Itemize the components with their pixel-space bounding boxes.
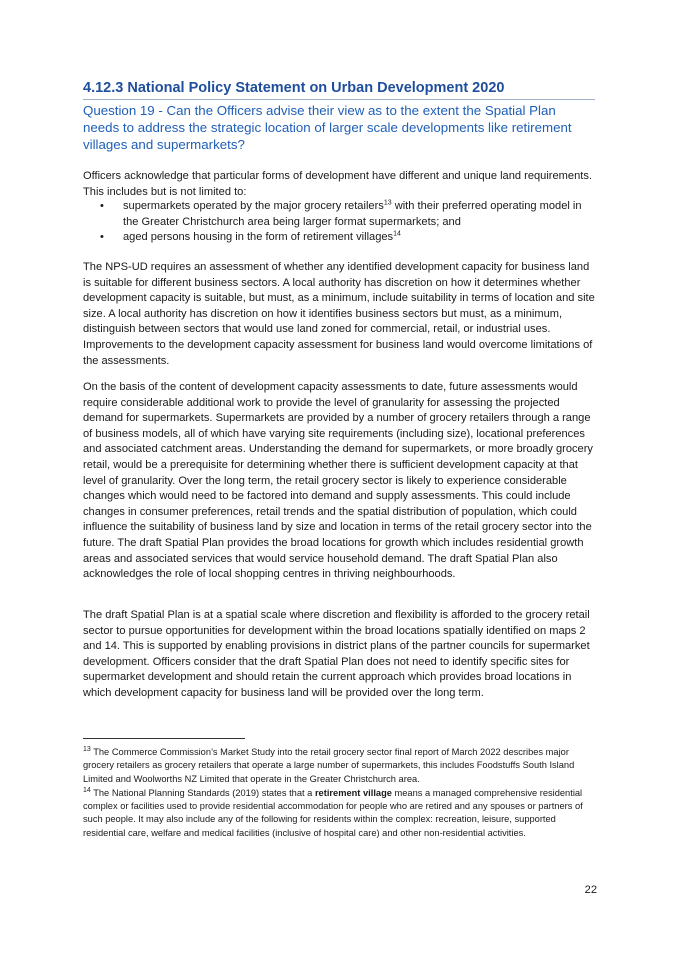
question-heading: Question 19 - Can the Officers advise their view as to the extent the Spatial Plan needs to address the strategic location of larger scale developments like retirement villages and supermarkets?: [83, 103, 572, 152]
list-item: [83, 230, 595, 246]
list-item-text: aged persons housing in the form of retirement villages: [123, 231, 394, 244]
body-paragraph: On the basis of the content of development capacity assessments to date, future assessments would require considerable additional work to provide the level of granularity for assessing the projected demand for supermarkets. Supermarkets are provided by a number of grocery retailers through a range of business models, all of which have varying site requirements (including size), locational preferences and associated catchment areas. Understanding the demand for supermarkets, or more broadly grocery retail, would be a prerequisite for determining whether there is sufficient development capacity at that level of granularity. Over the long term, the retail grocery sector is likely to experience considerable changes which would need to be factored into demand and supply assessments. This could include changes in consumer preferences, retail trends and the spatial distribution of population, which could influence the suitability of business land by size and location in terms of the retail grocery sector into the future. The draft Spatial Plan provides the broad locations for growth which includes residential growth areas and associated services that would service household demand. The draft Spatial Plan also acknowledges the role of local shopping centres in thriving neighbourhoods.: [83, 381, 593, 581]
list-item: [83, 199, 595, 230]
footnote-number: 13: [83, 745, 91, 753]
footnote-divider: [83, 738, 245, 739]
page-number: 22: [584, 884, 597, 896]
intro-paragraph: Officers acknowledge that particular forms of development have different and unique land requirements. This includes but is not limited to:: [83, 170, 592, 198]
body-paragraph: The draft Spatial Plan is at a spatial scale where discretion and flexibility is afforded to the grocery retail sector to pursue opportunities for development within the broad locations spatially identified on maps 2 and 14. This is supported by enabling provisions in district plans of the partner councils for supermarket development. Officers consider that the draft Spatial Plan does not need to identify specific sites for supermarket development and should retain the current approach which provides broad locations in which development capacity for business land will be provided over the long term.: [83, 609, 590, 699]
footnotes: [83, 746, 595, 841]
list-item-text: with their preferred operating model in the Greater Christchurch area being larger format supermarkets; and: [123, 200, 582, 228]
footnote-term: retirement village: [314, 787, 392, 798]
footnote: [83, 746, 595, 786]
footnote-text: means a managed comprehensive residential complex or facilities used to provide residential accommodation for people who are retired and any spouses or partners of such people. It may also include any of the following for residents within the complex: recreation, leisure, supported residential care, welfare and medical facilities (inclusive of hospital care) and other non-residential activities.: [83, 787, 583, 838]
footnote-ref[interactable]: 14: [393, 230, 401, 238]
footnote: [83, 787, 595, 840]
footnote-ref[interactable]: 13: [383, 199, 392, 207]
bullet-icon: •: [100, 200, 104, 212]
section-heading: 4.12.3 National Policy Statement on Urban Development 2020: [83, 80, 595, 100]
footnote-number: 14: [83, 786, 91, 794]
list-item-text: supermarkets operated by the major grocery retailers: [123, 200, 384, 212]
body-paragraph: The NPS-UD requires an assessment of whether any identified development capacity for business land is suitable for different business sectors. A local authority has discretion on how it determines whether development capacity is suitable, but must, as a minimum, include suitability in terms of location and site size. A local authority has discretion on how it identifies business sectors but must, as a minimum, distinguish between sectors that would use land zoned for commercial, retail, or industrial uses. Improvements to the development capacity assessment for business land would overcome limitations of the assessments.: [83, 261, 595, 367]
bullet-icon: •: [100, 231, 104, 244]
requirements-list: [83, 199, 595, 246]
footnote-text: The National Planning Standards (2019) states that a: [90, 787, 315, 798]
footnote-text: The Commerce Commission’s Market Study into the retail grocery sector final report of March 2022 describes major grocery retailers as grocery retailers that operate a large number of supermarkets, this includes Foodstuffs South Island Limited and Woolworths NZ Limited that operate in the Greater Christchurch area.: [83, 747, 575, 784]
